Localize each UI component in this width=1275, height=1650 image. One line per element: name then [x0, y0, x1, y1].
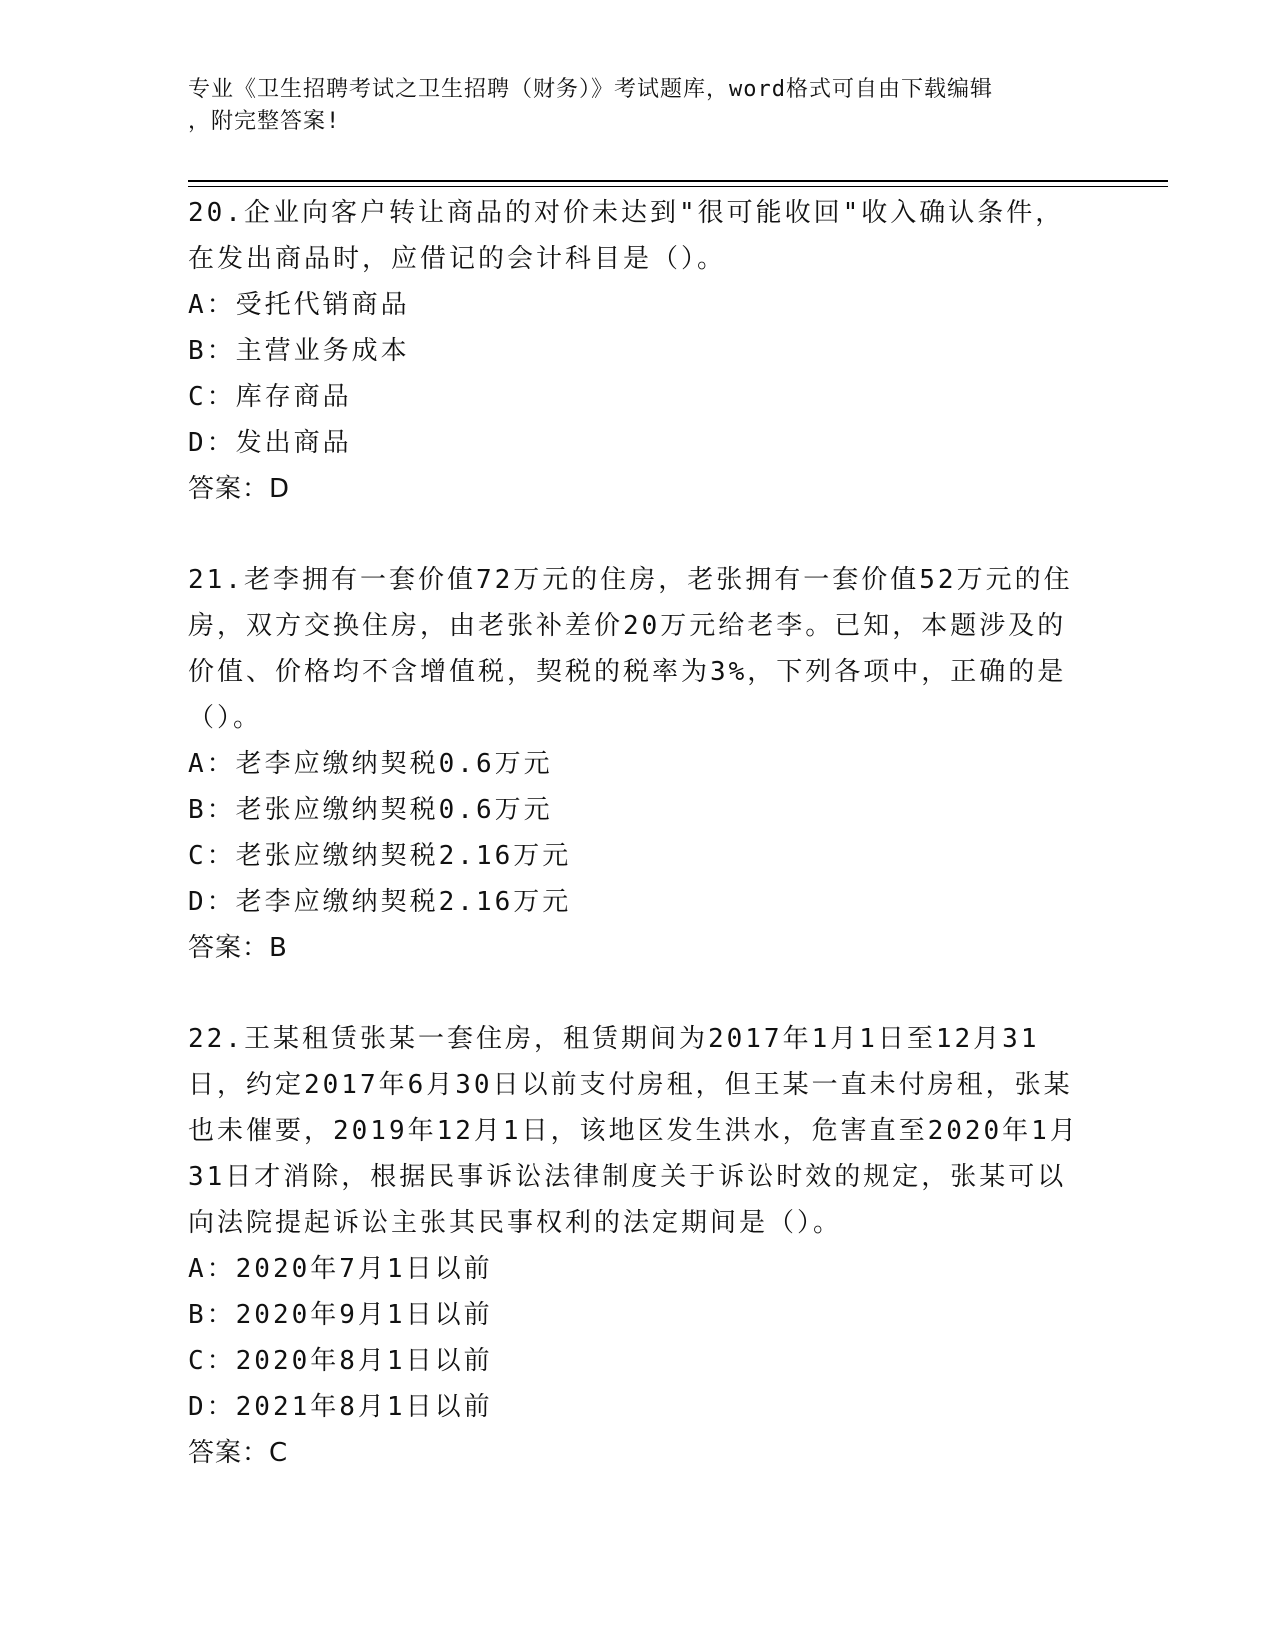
- header-divider-thin: [188, 186, 1168, 187]
- answer: 答案：B: [188, 933, 288, 963]
- option-b: B：老张应缴纳契税0.6万元: [188, 795, 553, 825]
- option-a: A：受托代销商品: [188, 290, 410, 320]
- option-c: C：库存商品: [188, 382, 352, 412]
- question-20: [188, 190, 1088, 512]
- document-header: [188, 74, 1088, 138]
- answer: 答案：D: [188, 474, 291, 504]
- option-a: A：老李应缴纳契税0.6万元: [188, 749, 553, 779]
- option-b: B：主营业务成本: [188, 336, 410, 366]
- option-b: B：2020年9月1日以前: [188, 1300, 493, 1330]
- option-d: D：发出商品: [188, 428, 352, 458]
- option-a: A：2020年7月1日以前: [188, 1254, 493, 1284]
- header-line-1: 专业《卫生招聘考试之卫生招聘（财务）》考试题库，word格式可自由下载编辑: [188, 77, 993, 102]
- answer: 答案：C: [188, 1438, 289, 1468]
- question-21: [188, 557, 1088, 971]
- option-d: D：2021年8月1日以前: [188, 1392, 493, 1422]
- header-line-2: ，附完整答案!: [188, 109, 341, 134]
- header-divider-thick: [188, 180, 1168, 182]
- question-text: 21.老李拥有一套价值72万元的住房，老张拥有一套价值52万元的住房，双方交换住房，由老张补差价20万元给老李。已知，本题涉及的价值、价格均不含增值税，契税的税率为3%，下列各项中，正确的是（）。: [188, 565, 1073, 733]
- option-d: D：老李应缴纳契税2.16万元: [188, 887, 572, 917]
- question-text: 20.企业向客户转让商品的对价未达到"很可能收回"收入确认条件，在发出商品时，应借记的会计科目是（）。: [188, 198, 1065, 274]
- question-text: 22.王某租赁张某一套住房，租赁期间为2017年1月1日至12月31日，约定2017年6月30日以前支付房租，但王某一直未付房租，张某也未催要，2019年12月1日，该地区发生洪水，危害直至2020年1月31日才消除，根据民事诉讼法律制度关于诉讼时效的规定，张某可以向法院提起诉讼主张其民事权利的法定期间是（）。: [188, 1024, 1079, 1238]
- option-c: C：老张应缴纳契税2.16万元: [188, 841, 572, 871]
- option-c: C：2020年8月1日以前: [188, 1346, 493, 1376]
- question-22: [188, 1016, 1088, 1476]
